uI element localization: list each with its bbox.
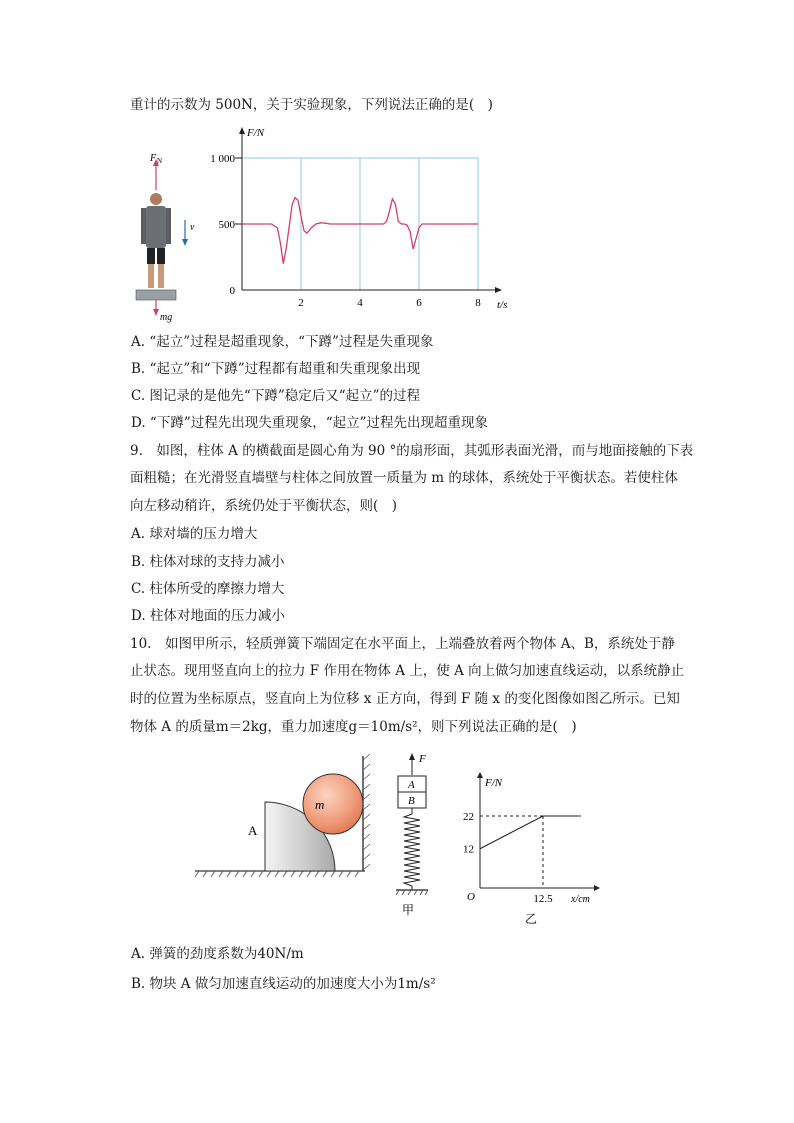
q8-option-d: D. “下蹲”过程先出现失重现象，“起立”过程先出现超重现象	[131, 415, 489, 431]
q9-line-2: 面粗糙；在光滑竖直墙壁与柱体之间放置一质量为 m 的球体，系统处于平衡状态。若使柱体	[130, 470, 678, 486]
y-axis-arrow	[477, 772, 483, 778]
q8-option-c: C. 图记录的是他先“下蹲”稳定后又“起立”的过程	[131, 388, 421, 404]
v-label: v	[190, 222, 195, 233]
x-axis-arrow	[495, 287, 502, 293]
fig-jia-spring-diagram	[390, 748, 450, 923]
v-arrow-head	[182, 239, 188, 246]
x-tick-label-12.5: 12.5	[533, 893, 553, 905]
q10-line-3: 时的位置为坐标原点，竖直向上为位移 x 正方向，得到 F 随 x 的变化图像如图乙所示。已知	[130, 691, 680, 707]
fig-jia-caption: 甲	[402, 903, 415, 917]
pull-force-arrow-head	[409, 753, 415, 760]
y-axis-label: F/N	[485, 777, 503, 789]
x-axis-label: t/s	[497, 299, 508, 311]
x-tick-label-3: 8	[475, 297, 481, 309]
fig8-person	[130, 150, 200, 325]
y-axis-label: F/N	[247, 127, 265, 139]
q10-line-2: 止状态。现用竖直向上的拉力 F 作用在物体 A 上，使 A 向上做匀加速直线运动，以系统静止	[130, 663, 685, 679]
q8-intro: 重计的示数为 500N，关于实验现象，下列说法正确的是( )	[130, 97, 493, 113]
q9-option-b: B. 柱体对球的支持力减小	[131, 554, 285, 570]
person-torso	[146, 206, 166, 248]
y-tick-label-2: 1 000	[210, 153, 235, 165]
q9-line-1: 9. 如图，柱体 A 的横截面是圆心角为 90 °的扇形面，其弧形表面光滑，而与地面接触的下表	[130, 443, 694, 459]
person-right-short	[157, 248, 165, 264]
q10-line-4: 物体 A 的质量m＝2kg，重力加速度g＝10m/s²，则下列说法正确的是( )	[130, 719, 577, 735]
tick-labels	[210, 153, 481, 309]
y-tick-label-22: 22	[463, 811, 474, 823]
x-axis-arrow	[594, 885, 600, 891]
force-series-line	[480, 816, 581, 849]
y-tick-label-0: 0	[229, 285, 235, 297]
tick-labels	[463, 811, 553, 905]
q10-option-a: A. 弹簧的劲度系数为40N/m	[131, 946, 304, 962]
ball	[303, 774, 363, 834]
person-head	[150, 193, 162, 205]
q8-option-b: B. “起立”和“下蹲”过程都有超重和失重现象出现	[131, 361, 421, 377]
y-axis-arrow	[239, 127, 245, 134]
x-axis-label: x/cm	[571, 894, 590, 905]
q8-option-a: A. “起立”过程是超重现象，“下蹲”过程是失重现象	[131, 334, 434, 350]
wall-hatching	[363, 754, 370, 870]
person-right-arm	[166, 208, 171, 244]
fig-yi-force-displacement-chart	[455, 768, 605, 928]
fig9-wall-ball-diagram	[195, 750, 385, 885]
person-left-short	[147, 248, 155, 264]
ground-hatching	[195, 871, 359, 877]
origin-label: O	[467, 891, 475, 903]
fig8-force-time-chart	[205, 120, 525, 330]
fn-label: F	[150, 153, 157, 164]
fig-yi-caption: 乙	[525, 912, 538, 926]
x-tick-label-0: 2	[298, 297, 304, 309]
q10-option-b: B. 物块 A 做匀加速直线运动的加速度大小为1m/s²	[131, 976, 436, 992]
x-tick-label-1: 4	[357, 297, 363, 309]
person-left-arm	[141, 208, 146, 244]
person-left-leg	[148, 264, 154, 288]
cylinder-label: A	[248, 823, 258, 838]
y-tick-label-1: 500	[218, 219, 235, 231]
mg-label: mg	[160, 312, 173, 323]
block-a-label: A	[408, 779, 415, 791]
mg-arrow-head	[153, 309, 159, 316]
q10-line-1: 10. 如图甲所示，轻质弹簧下端固定在水平面上，上端叠放着两个物体 A、B，系统处于静	[130, 636, 675, 652]
dashed-guides	[480, 816, 543, 888]
fn-sub: N	[157, 157, 163, 165]
ball-label: m	[315, 797, 325, 812]
scale	[136, 290, 176, 300]
person-right-leg	[158, 264, 164, 288]
force-label: F	[419, 753, 426, 765]
q9-option-c: C. 柱体所受的摩擦力增大	[131, 581, 285, 597]
spring-base-hatching	[396, 890, 428, 895]
block-b-label: B	[408, 795, 415, 807]
q9-line-3: 向左移动稍许，系统仍处于平衡状态，则( )	[130, 498, 398, 514]
y-tick-label-12: 12	[463, 843, 474, 856]
spring-coil	[404, 814, 420, 886]
x-tick-label-2: 6	[416, 297, 422, 309]
q9-option-d: D. 柱体对地面的压力减小	[131, 608, 285, 624]
q9-option-a: A. 球对墙的压力增大	[131, 526, 258, 542]
